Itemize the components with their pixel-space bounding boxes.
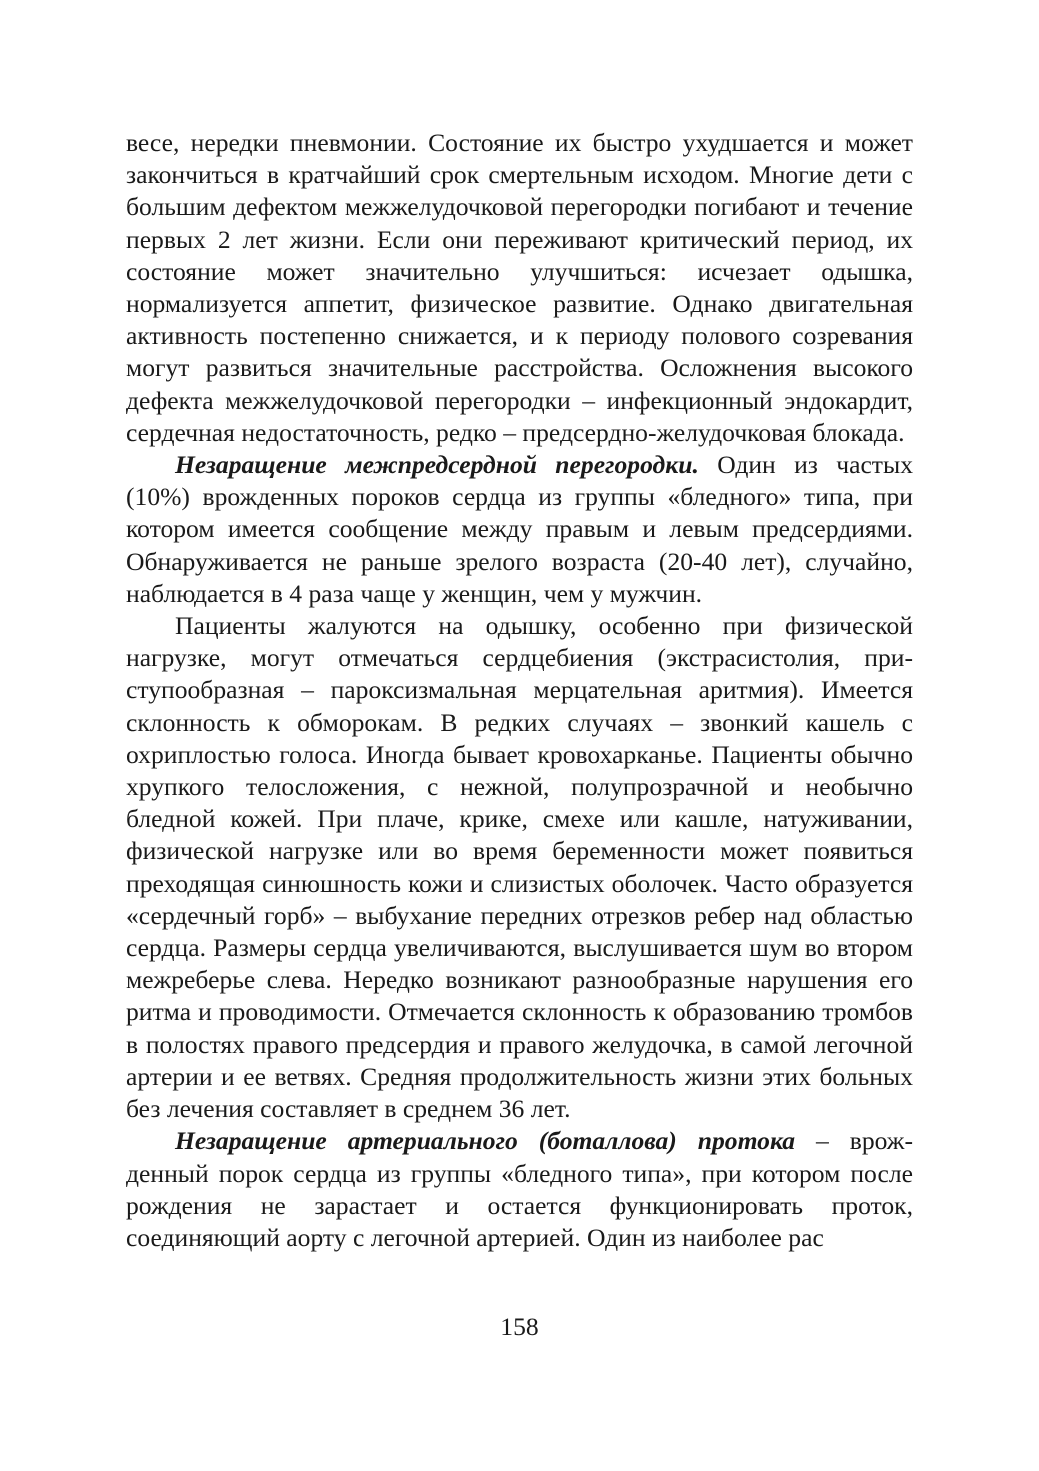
paragraph-2 [126, 449, 913, 610]
page-number: 158 [500, 1312, 539, 1341]
page-body [126, 127, 913, 1254]
paragraph-1-text: весе, нередки пневмонии. Состояние их быстро ухудшается и может закончиться в кратчайший срок смертельным исходом. Многие дети с большим дефектом межжелудочковой перегородки погибают и течение первых 2 лет жизни. Если они переживают критический период, их состояние может значительно улучшиться: исчезает одышка, нормализуется аппетит, физическое развитие. Однако двигательная активность постепенно снижается, и к периоду полового созревания могут развиться значительные расстройства. Осложнения высокого дефекта межжелудочковой перегородки – инфекционный эндокардит, сердечная недостаточность, редко – предсердно-желудочковая блокада. [126, 128, 913, 447]
paragraph-1 [126, 127, 913, 449]
paragraph-3-text: Пациенты жалуются на одышку, особенно при физической нагрузке, могут отмечаться сердцебиения (экстрасистолия, приступообразная – пароксизмальная мерцательная аритмия). Имеется склонность к обморокам. В редких случаях – звонкий кашель с охриплостью голоса. Иногда бывает кровохарканье. Пациенты обычно хрупкого телосложения, с нежной, полупрозрачной и необычно бледной кожей. При плаче, крике, смехе или кашле, натуживании, физической нагрузке или во время беременности может появиться преходящая синюшность кожи и слизистых оболочек. Часто образуется «сердечный горб» – выбухание передних отрезков ребер над областью сердца. Размеры сердца увеличиваются, выслушивается шум во втором межреберье слева. Нередко возникают разнообразные нарушения его ритма и проводимости. Отмечается склонность к образованию тромбов в полостях правого предсердия и правого желудочка, в самой легочной артерии и ее ветвях. Средняя продолжительность жизни этих больных без лечения составляет в среднем 36 лет. [126, 611, 913, 1124]
paragraph-2-term: Незаращение межпредсердной перегородки. [175, 450, 699, 480]
paragraph-4 [126, 1125, 913, 1254]
paragraph-2-text: Один из частых (10%) врожденных пороков сердца из группы «бледного» типа, при котором имеется сообщение между правым и левым предсердиями. Обнаруживается не раньше зрелого возраста (20-40 лет), случайно, наблюдается в 4 раза чаще у женщин, чем у мужчин. [126, 450, 913, 608]
paragraph-4-term: Незаращение артериального (боталлова) протока [175, 1126, 796, 1156]
paragraph-3 [126, 610, 913, 1125]
paragraph-4-text: – врожденный порок сердца из группы «бледного типа», при котором после рождения не зарастает и остается функционировать проток, соединяющий аорту с легочной артерией. Один из наиболее рас [126, 1126, 913, 1252]
